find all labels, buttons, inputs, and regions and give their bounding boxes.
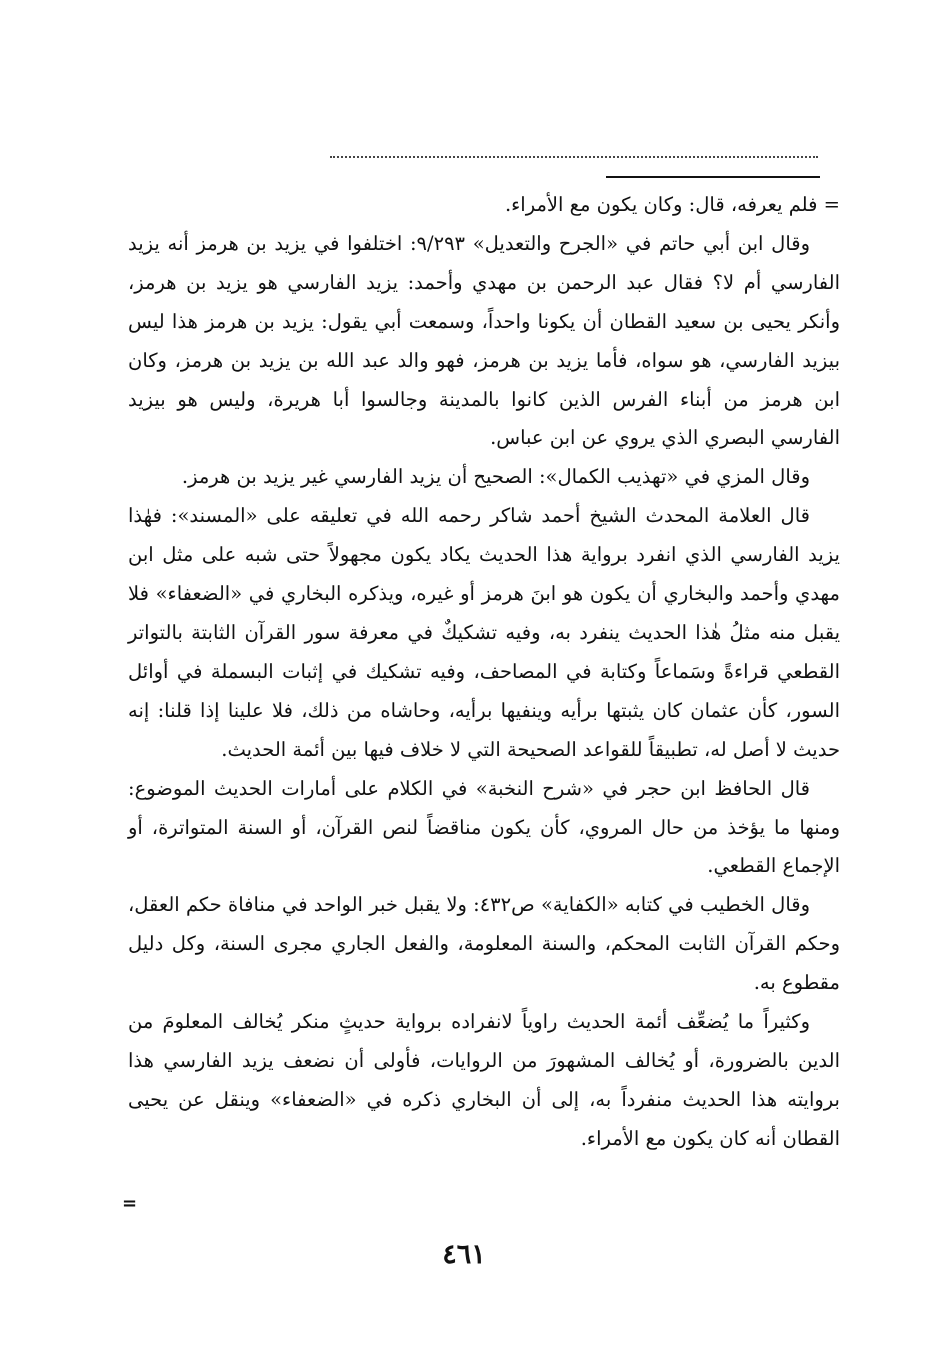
continuation-mark: = (122, 1193, 138, 1214)
page-number: ٤٦١ (442, 1239, 486, 1270)
footnote-paragraph-al-mizzi: وقال المزي في «تهذيب الكمال»: الصحيح أن يزيد الفارسي غير يزيد بن هرمز. (181, 465, 810, 489)
footnote-paragraph-conclusion: وكثيراً ما يُضعِّف أئمة الحديث راوياً لانفراده برواية حديثٍ منكر يُخالف المعلومَ من الدين بالضرورة، أو يُخالف المشهورَ من الروايات، فأولى أن نضعف يزيد الفارسي هذا بروايته هذا الحديث منفرداً به، إلى أن البخاري ذكره في «الضعفاء» وينقل عن يحيى القطان أنه كان يكون مع الأمراء. (128, 1010, 840, 1150)
dotted-separator (330, 156, 818, 158)
footnote-paragraph-ibn-abi-hatim: وقال ابن أبي حاتم في «الجرح والتعديل» ٩/٢٩٣: اختلفوا في يزيد بن هرمز أنه يزيد الفارسي أم لا؟ فقال عبد الرحمن بن مهدي وأحمد: يزيد الفارسي هو يزيد بن هرمز، وأنكر يحيى بن سعيد القطان أن يكونا واحداً، وسمعت أبي يقول: يزيد بن هرمز هذا ليس بيزيد الفارسي، هو سواه، فأما يزيد بن هرمز، فهو والد عبد الله بن يزيد بن هرمز، وكان ابن هرمز من أبناء الفرس الذين كانوا بالمدينة وجالسوا أبا هريرة، وليس هو بيزيد الفارسي البصري الذي يروي عن ابن عباس. (128, 231, 840, 450)
footnote-separator-line (606, 176, 820, 178)
footnote-paragraph-al-khatib: وقال الخطيب في كتابه «الكفاية» ص٤٣٢: ولا يقبل خبر الواحد في منافاة حكم العقل، وحكم القرآن الثابت المحكم، والسنة المعلومة، والفعل الجاري مجرى السنة، وكل دليل مقطوع به. (128, 893, 840, 995)
footnote-paragraph-continued: = فلم يعرفه، قال: وكان يكون مع الأمراء. (504, 193, 840, 216)
footnote-text (128, 186, 840, 1159)
footnote-paragraph-ahmad-shakir: قال العلامة المحدث الشيخ أحمد شاكر رحمه الله في تعليقه على «المسند»: فهٰذا يزيد الفارسي الذي انفرد برواية هذا الحديث يكاد يكون مجهولاً حتى شبه على مثل ابن مهدي وأحمد والبخاري أن يكون هو ابنَ هرمز أو غيره، ويذكره البخاري في «الضعفاء» فلا يقبل منه مثلُ هٰذا الحديث ينفرد به، وفيه تشكيكٌ في معرفة سور القرآن الثابتة بالتواتر القطعي قراءةً وسَماعاً وكتابة في المصاحف، وفيه تشكيك في إثبات البسملة في أوائل السور، كأن عثمان كان يثبتها برأيه وينفيها برأيه، وحاشاه من ذلك، فلا علينا إذا قلنا: إنه حديث لا أصل له، تطبيقاً للقواعد الصحيحة التي لا خلاف فيها بين أئمة الحديث. (128, 504, 840, 761)
footnote-paragraph-ibn-hajar: قال الحافظ ابن حجر في «شرح النخبة» في الكلام على أمارات الحديث الموضوع: ومنها ما يؤخذ من حال المروي، كأن يكون مناقضاً لنص القرآن، أو السنة المتواترة، أو الإجماع القطعي. (128, 776, 840, 878)
